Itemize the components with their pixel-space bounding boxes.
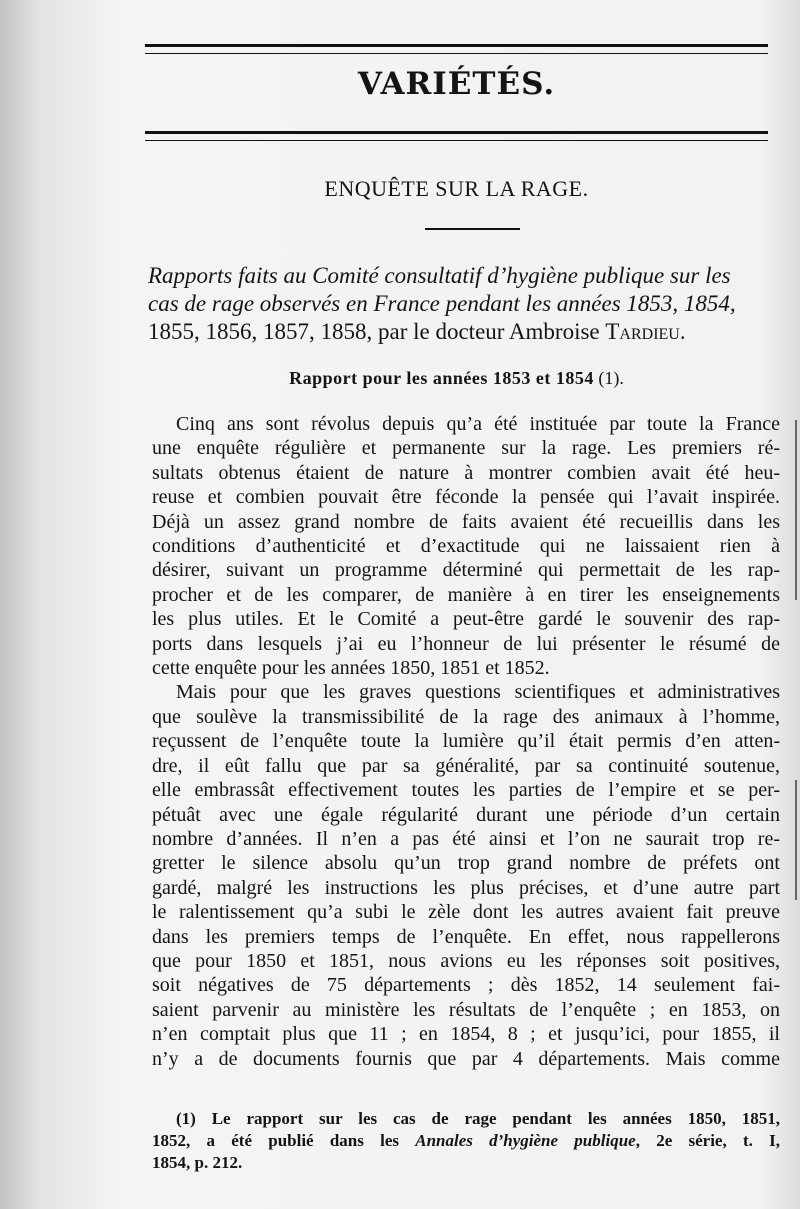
title-divider (425, 228, 520, 230)
footnote-text: , 2e série, t. I, (635, 1131, 780, 1150)
header-rule-top (145, 44, 768, 54)
report-heading (145, 368, 768, 389)
body-line: ports dans lesquels j’ai eu l’honneur de lui présenter le résumé de (152, 632, 780, 655)
gutter-shadow (0, 0, 120, 1209)
article-title: ENQUÊTE SUR LA RAGE. (324, 176, 589, 201)
body-line: elle embrassât effectivement toutes les parties de l’empire et se per- (152, 779, 780, 802)
body-line: les plus utiles. Et le Comité a peut-être gardé le souvenir des rap- (152, 608, 780, 631)
body-line: le ralentissement qu’a subi le zèle dont les autres avaient fait preuve (152, 901, 780, 924)
body-line: saient parvenir au ministère les résultats de l’enquête ; en 1853, on (152, 998, 780, 1021)
subtitle-text: 1855, 1856, 1857, 1858, par le docteur Ambroise (148, 319, 606, 344)
body-line: que pour 1850 et 1851, nous avions eu les réponses soit positives, (152, 949, 780, 972)
body-line: nombre d’années. Il n’en a pas été ainsi et l’on ne saurait trop re- (152, 827, 780, 850)
section-title: VARIÉTÉS. (357, 66, 556, 102)
margin-mark (795, 780, 797, 900)
body-line: Cinq ans sont révolus depuis qu’a été instituée par toute la France (176, 413, 780, 435)
body-line: procher et de les comparer, de manière à en tirer les enseignements (152, 583, 780, 606)
body-line: reçussent de l’enquête toute la lumière qu’il était permis d’en atten- (152, 730, 780, 753)
body-line: pétuât avec une égale régularité durant une période d’un certain (152, 803, 780, 826)
body-line: Déjà un assez grand nombre de faits avaient été recueillis dans les (152, 510, 780, 533)
body-line: gardé, malgré les instructions les plus précises, et d’une autre part (152, 876, 780, 899)
body-line: conditions d’authenticité et d’exactitude qui ne laissaient rien à (152, 535, 780, 558)
journal-title: Annales d’hygiène publique (415, 1131, 636, 1150)
author-name: Tardieu. (605, 319, 686, 344)
body-line: gretter le silence absolu qu’un trop grand nombre de préfets ont (152, 852, 780, 875)
article-subtitle (148, 262, 770, 346)
body-line: dre, il eût fallu que par sa généralité, par sa continuité soutenue, (152, 754, 780, 777)
body-line: soit négatives de 75 départements ; dès 1852, 14 seulement fai- (152, 974, 780, 997)
subtitle-line: Rapports faits au Comité consultatif d’hygiène publique sur les (148, 263, 731, 288)
body-line: n’y a de documents fournis que par 4 départements. Mais comme (152, 1047, 780, 1070)
header-rule-bottom (145, 131, 768, 141)
footnote-line: (1) Le rapport sur les cas de rage pendant les années 1850, 1851, (176, 1109, 780, 1128)
body-line: Mais pour que les graves questions scientifiques et administratives (176, 681, 780, 704)
body-line: désirer, suivant un programme déterminé qui permettait de les rap- (152, 559, 780, 582)
body-text (152, 412, 780, 1071)
body-line: dans les premiers temps de l’enquête. En effet, nous rappellerons (152, 925, 780, 948)
body-line: cette enquête pour les années 1850, 1851 et 1852. (152, 657, 550, 680)
footnote-ref: (1). (593, 368, 624, 388)
subtitle-line (148, 318, 770, 346)
report-heading-text: Rapport pour les années 1853 et 1854 (289, 368, 594, 388)
margin-mark (795, 420, 797, 600)
footnote-line: 1854, p. 212. (152, 1153, 243, 1172)
body-line: sultats obtenus étaient de nature à montrer combien avait été heu- (152, 461, 780, 484)
subtitle-line: cas de rage observés en France pendant les années 1853, 1854, (148, 291, 736, 316)
body-line: reuse et combien pouvait être féconde la pensée qui l’avait inspirée. (152, 486, 780, 509)
footnote-line (152, 1130, 780, 1152)
body-line: n’en comptait plus que 11 ; en 1854, 8 ; et jusqu’ici, pour 1855, il (152, 1023, 780, 1046)
footnote-text: 1852, a été publié dans les (152, 1131, 416, 1150)
body-line: que soulève la transmissibilité de la rage des animaux à l’homme, (152, 705, 780, 728)
body-line: une enquête régulière et permanente sur la rage. Les premiers ré- (152, 437, 780, 460)
footnote (152, 1108, 780, 1174)
